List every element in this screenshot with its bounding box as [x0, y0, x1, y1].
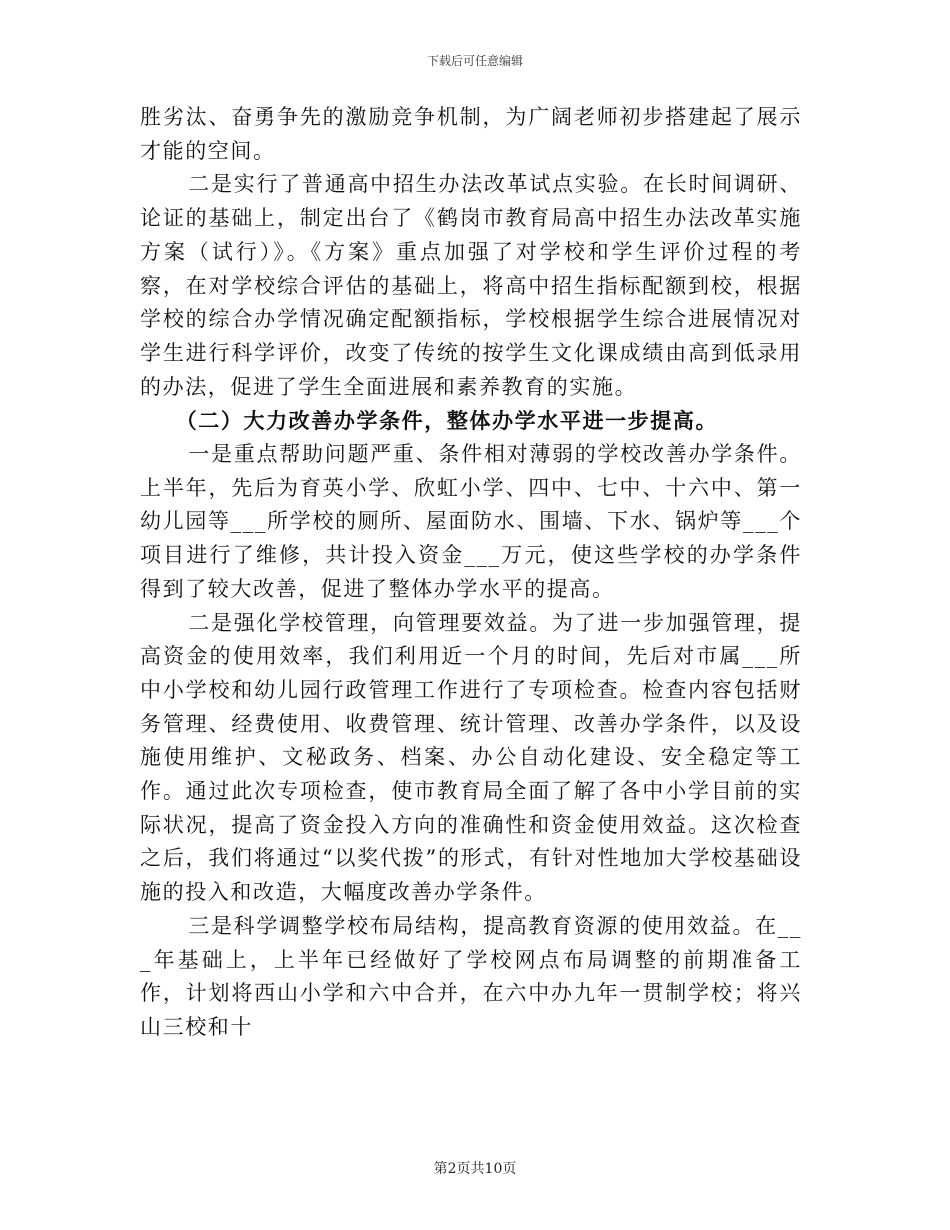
paragraph-enrollment-reform: 二是实行了普通高中招生办法改革试点实验。在长时间调研、论证的基础上，制定出台了《鹤岗市教育局高中招生办法改革实施方案（试行）》。《方案》重点加强了对学校和学生评价过程的考察，在对学校综合评估的基础上，将高中招生指标配额到校，根据学校的综合办学情况确定配额指标，学校根据学生综合进展情况对学生进行科学评价，改变了传统的按学生文化课成绩由高到低录用的办法，促进了学生全面进展和素养教育的实施。 — [140, 172, 802, 399]
paragraph-school-layout: 三是科学调整学校布局结构，提高教育资源的使用效益。在___年基础上，上半年已经做好了学校网点布局调整的前期准备工作，计划将西山小学和六中合并，在六中办九年一贯制学校；将兴山三校和十 — [140, 913, 802, 1039]
section-heading: （二）大力改善办学条件，整体办学水平进一步提高。 — [175, 408, 719, 434]
document-body — [140, 101, 802, 1045]
page-footer: 第2页共10页 — [433, 1161, 517, 1177]
paragraph-school-management: 二是强化学校管理，向管理要效益。为了进一步加强管理，提高资金的使用效率，我们利用近一个月的时间，先后对市属___所中小学校和幼儿园行政管理工作进行了专项检查。检查内容包括财务管理、经费使用、收费管理、统计管理、改善办学条件，以及设施使用维护、文秘政务、档案、办公自动化建设、安全稳定等工作。通过此次专项检查，使市教育局全面了解了各中小学目前的实际状况，提高了资金投入方向的准确性和资金使用效益。这次检查之后，我们将通过“以奖代拨”的形式，有针对性地加大学校基础设施的投入和改造，大幅度改善办学条件。 — [140, 610, 802, 905]
paragraph-continuation: 胜劣汰、奋勇争先的激励竞争机制，为广阔老师初步搭建起了展示才能的空间。 — [140, 105, 802, 163]
page-header: 下载后可任意编辑 — [426, 54, 523, 68]
paragraph-improve-conditions: 一是重点帮助问题严重、条件相对薄弱的学校改善办学条件。上半年，先后为育英小学、欣虹小学、四中、七中、十六中、第一幼儿园等___所学校的厕所、屋面防水、围墙、下水、锅炉等___个项目进行了维修，共计投入资金___万元，使这些学校的办学条件得到了较大改善，促进了整体办学水平的提高。 — [140, 442, 802, 601]
